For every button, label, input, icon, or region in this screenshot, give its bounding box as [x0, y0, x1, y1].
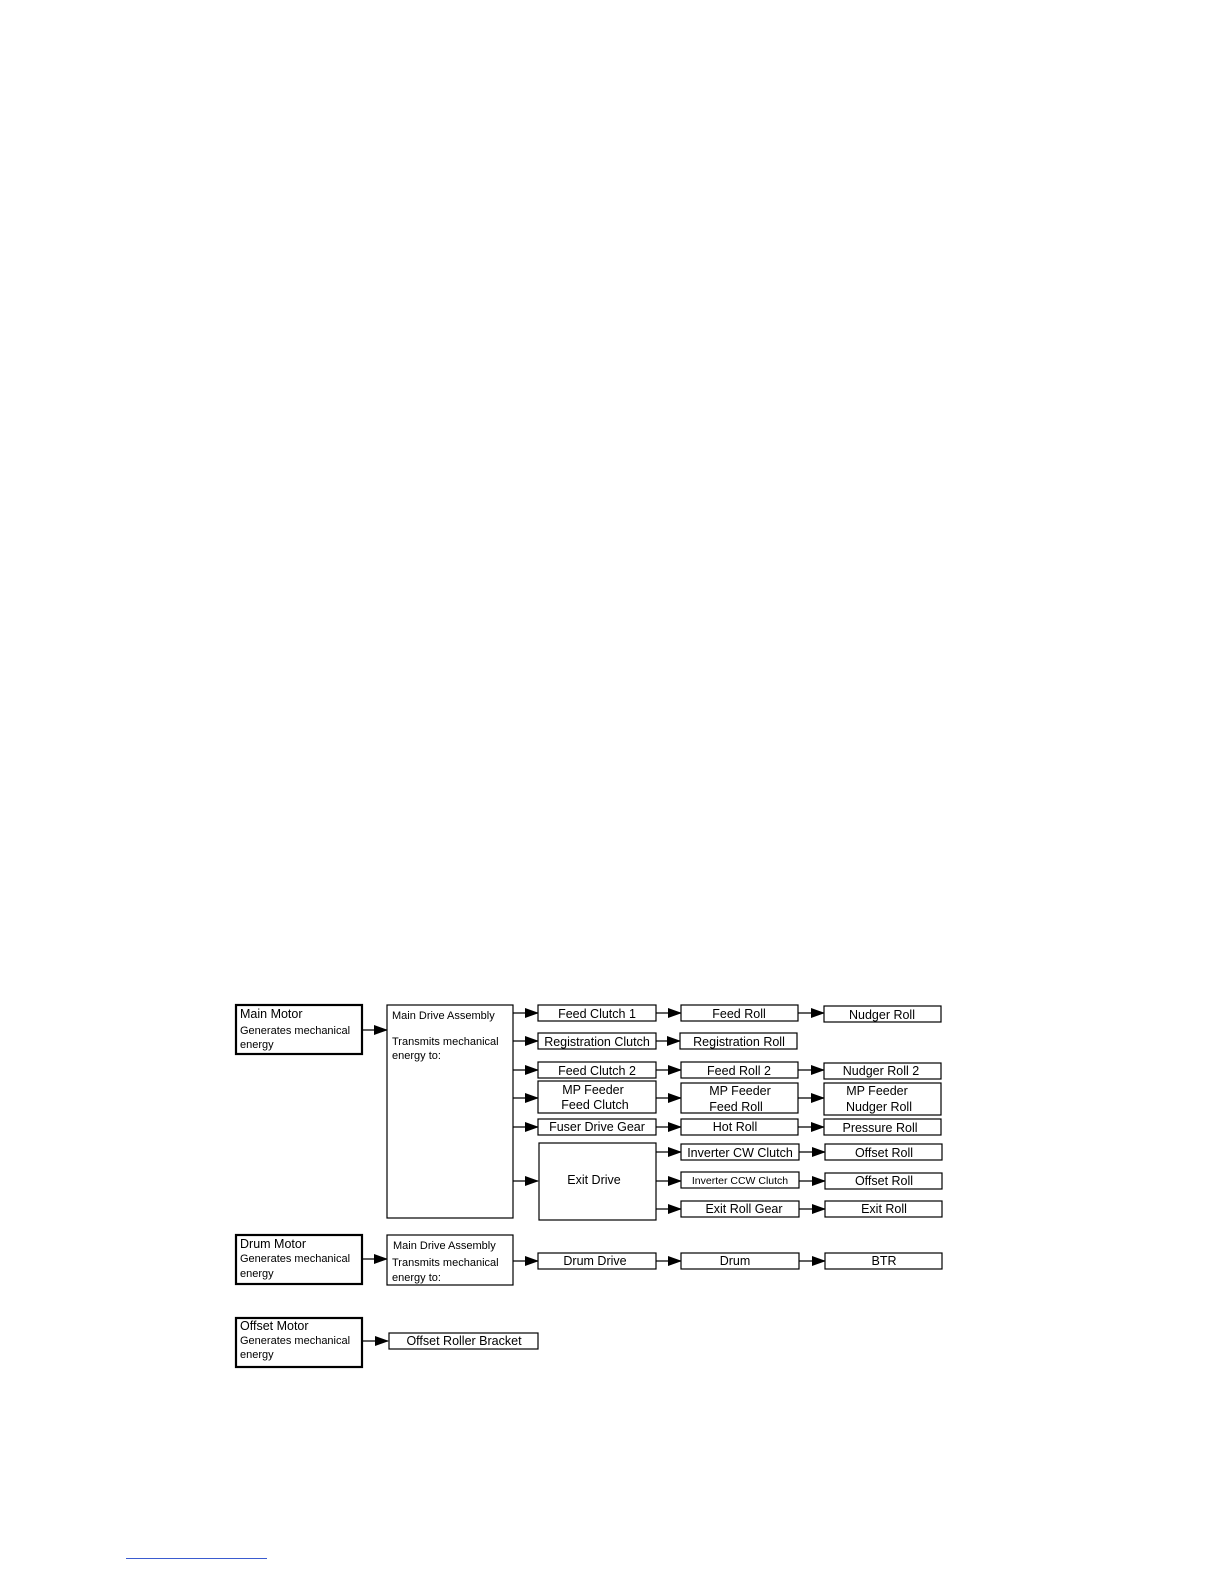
exit-roll-box	[825, 1201, 942, 1217]
drum-box	[681, 1253, 799, 1269]
main-drive-desc-line-2: energy to:	[392, 1050, 441, 1062]
drum-label: Drum	[719, 1254, 751, 1268]
hot-roll-label: Hot Roll	[712, 1120, 758, 1134]
main-drive-assembly-box	[387, 1005, 513, 1218]
hot-roll-box	[681, 1119, 798, 1135]
exit-roll-gear-label: Exit Roll Gear	[705, 1202, 783, 1216]
mp-feeder-feed-roll-line-2: Feed Roll	[709, 1100, 763, 1114]
offset-roll-cw-box	[825, 1144, 942, 1160]
drum-motor-title: Drum Motor	[240, 1237, 306, 1251]
feed-clutch-1-box	[538, 1005, 656, 1021]
main-motor-box	[236, 1005, 362, 1054]
inverter-ccw-clutch-box	[681, 1172, 799, 1188]
mp-feeder-feed-roll-box	[681, 1083, 798, 1114]
mp-feeder-feed-clutch-line-2: Feed Clutch	[561, 1098, 629, 1112]
exit-roll-label: Exit Roll	[861, 1202, 907, 1216]
main-motor-title: Main Motor	[240, 1007, 303, 1021]
btr-label: BTR	[871, 1254, 897, 1268]
registration-roll-box	[680, 1033, 797, 1049]
mp-feeder-feed-roll-line-1: MP Feeder	[709, 1084, 771, 1098]
offset-roller-bracket-label: Offset Roller Bracket	[406, 1334, 522, 1348]
inverter-ccw-clutch-label: Inverter CCW Clutch	[691, 1175, 789, 1187]
feed-clutch-2-box	[538, 1062, 656, 1078]
exit-drive-box	[539, 1143, 656, 1220]
nudger-roll-2-label: Nudger Roll 2	[842, 1064, 920, 1078]
drum-drive-box	[538, 1253, 656, 1269]
drum-drive-assembly-title: Main Drive Assembly	[393, 1240, 496, 1252]
feed-roll-label: Feed Roll	[712, 1007, 766, 1021]
main-drive-desc-line-1: Transmits mechanical	[392, 1036, 499, 1048]
pressure-roll-label: Pressure Roll	[842, 1121, 918, 1135]
footnote-rule	[126, 1558, 267, 1559]
feed-clutch-1-label: Feed Clutch 1	[558, 1007, 636, 1021]
offset-roll-ccw-label: Offset Roll	[854, 1174, 914, 1188]
feed-roll-2-label: Feed Roll 2	[707, 1064, 771, 1078]
registration-clutch-box	[538, 1033, 656, 1049]
offset-motor-title: Offset Motor	[240, 1319, 309, 1333]
fuser-drive-gear-box	[538, 1119, 656, 1135]
pressure-roll-box	[824, 1119, 941, 1135]
offset-motor-desc-line-2: energy	[240, 1349, 274, 1361]
drum-motor-box	[236, 1235, 362, 1284]
registration-clutch-label: Registration Clutch	[544, 1035, 650, 1049]
nudger-roll-2-box	[824, 1063, 941, 1079]
feed-roll-2-box	[681, 1062, 798, 1078]
offset-motor-box	[236, 1318, 362, 1367]
nudger-roll-label: Nudger Roll	[848, 1008, 916, 1022]
exit-drive-label: Exit Drive	[567, 1173, 621, 1187]
main-drive-title: Main Drive Assembly	[392, 1010, 495, 1022]
inverter-cw-clutch-box	[681, 1144, 799, 1160]
mp-feeder-nudger-roll-line-1: MP Feeder	[846, 1084, 908, 1098]
main-motor-desc-line-2: energy	[240, 1039, 274, 1051]
mp-feeder-feed-clutch-box	[538, 1081, 656, 1113]
inverter-cw-clutch-label: Inverter CW Clutch	[687, 1146, 793, 1160]
mp-feeder-feed-clutch-line-1: MP Feeder	[562, 1083, 624, 1097]
main-motor-desc-line-1: Generates mechanical	[240, 1025, 351, 1037]
fuser-drive-gear-label: Fuser Drive Gear	[549, 1120, 645, 1134]
drum-motor-desc-line-1: Generates mechanical	[240, 1253, 351, 1265]
drum-motor-desc-line-2: energy	[240, 1268, 274, 1280]
nudger-roll-box	[824, 1006, 941, 1022]
drum-drive-assembly-desc-line-2: energy to:	[392, 1272, 441, 1284]
registration-roll-label: Registration Roll	[693, 1035, 785, 1049]
offset-roll-cw-label: Offset Roll	[854, 1146, 914, 1160]
mp-feeder-nudger-roll-box	[824, 1083, 941, 1115]
exit-roll-gear-box	[681, 1201, 799, 1217]
offset-roll-ccw-box	[825, 1173, 942, 1189]
offset-roller-bracket-box	[389, 1333, 538, 1349]
drum-drive-label: Drum Drive	[563, 1254, 627, 1268]
feed-roll-box	[681, 1005, 798, 1021]
drum-drive-assembly-desc-line-1: Transmits mechanical	[392, 1257, 499, 1269]
offset-motor-desc-line-1: Generates mechanical	[240, 1335, 351, 1347]
mp-feeder-nudger-roll-line-2: Nudger Roll	[845, 1100, 913, 1114]
btr-box	[825, 1253, 942, 1269]
feed-clutch-2-label: Feed Clutch 2	[558, 1064, 636, 1078]
drum-drive-assembly-box	[387, 1235, 513, 1285]
